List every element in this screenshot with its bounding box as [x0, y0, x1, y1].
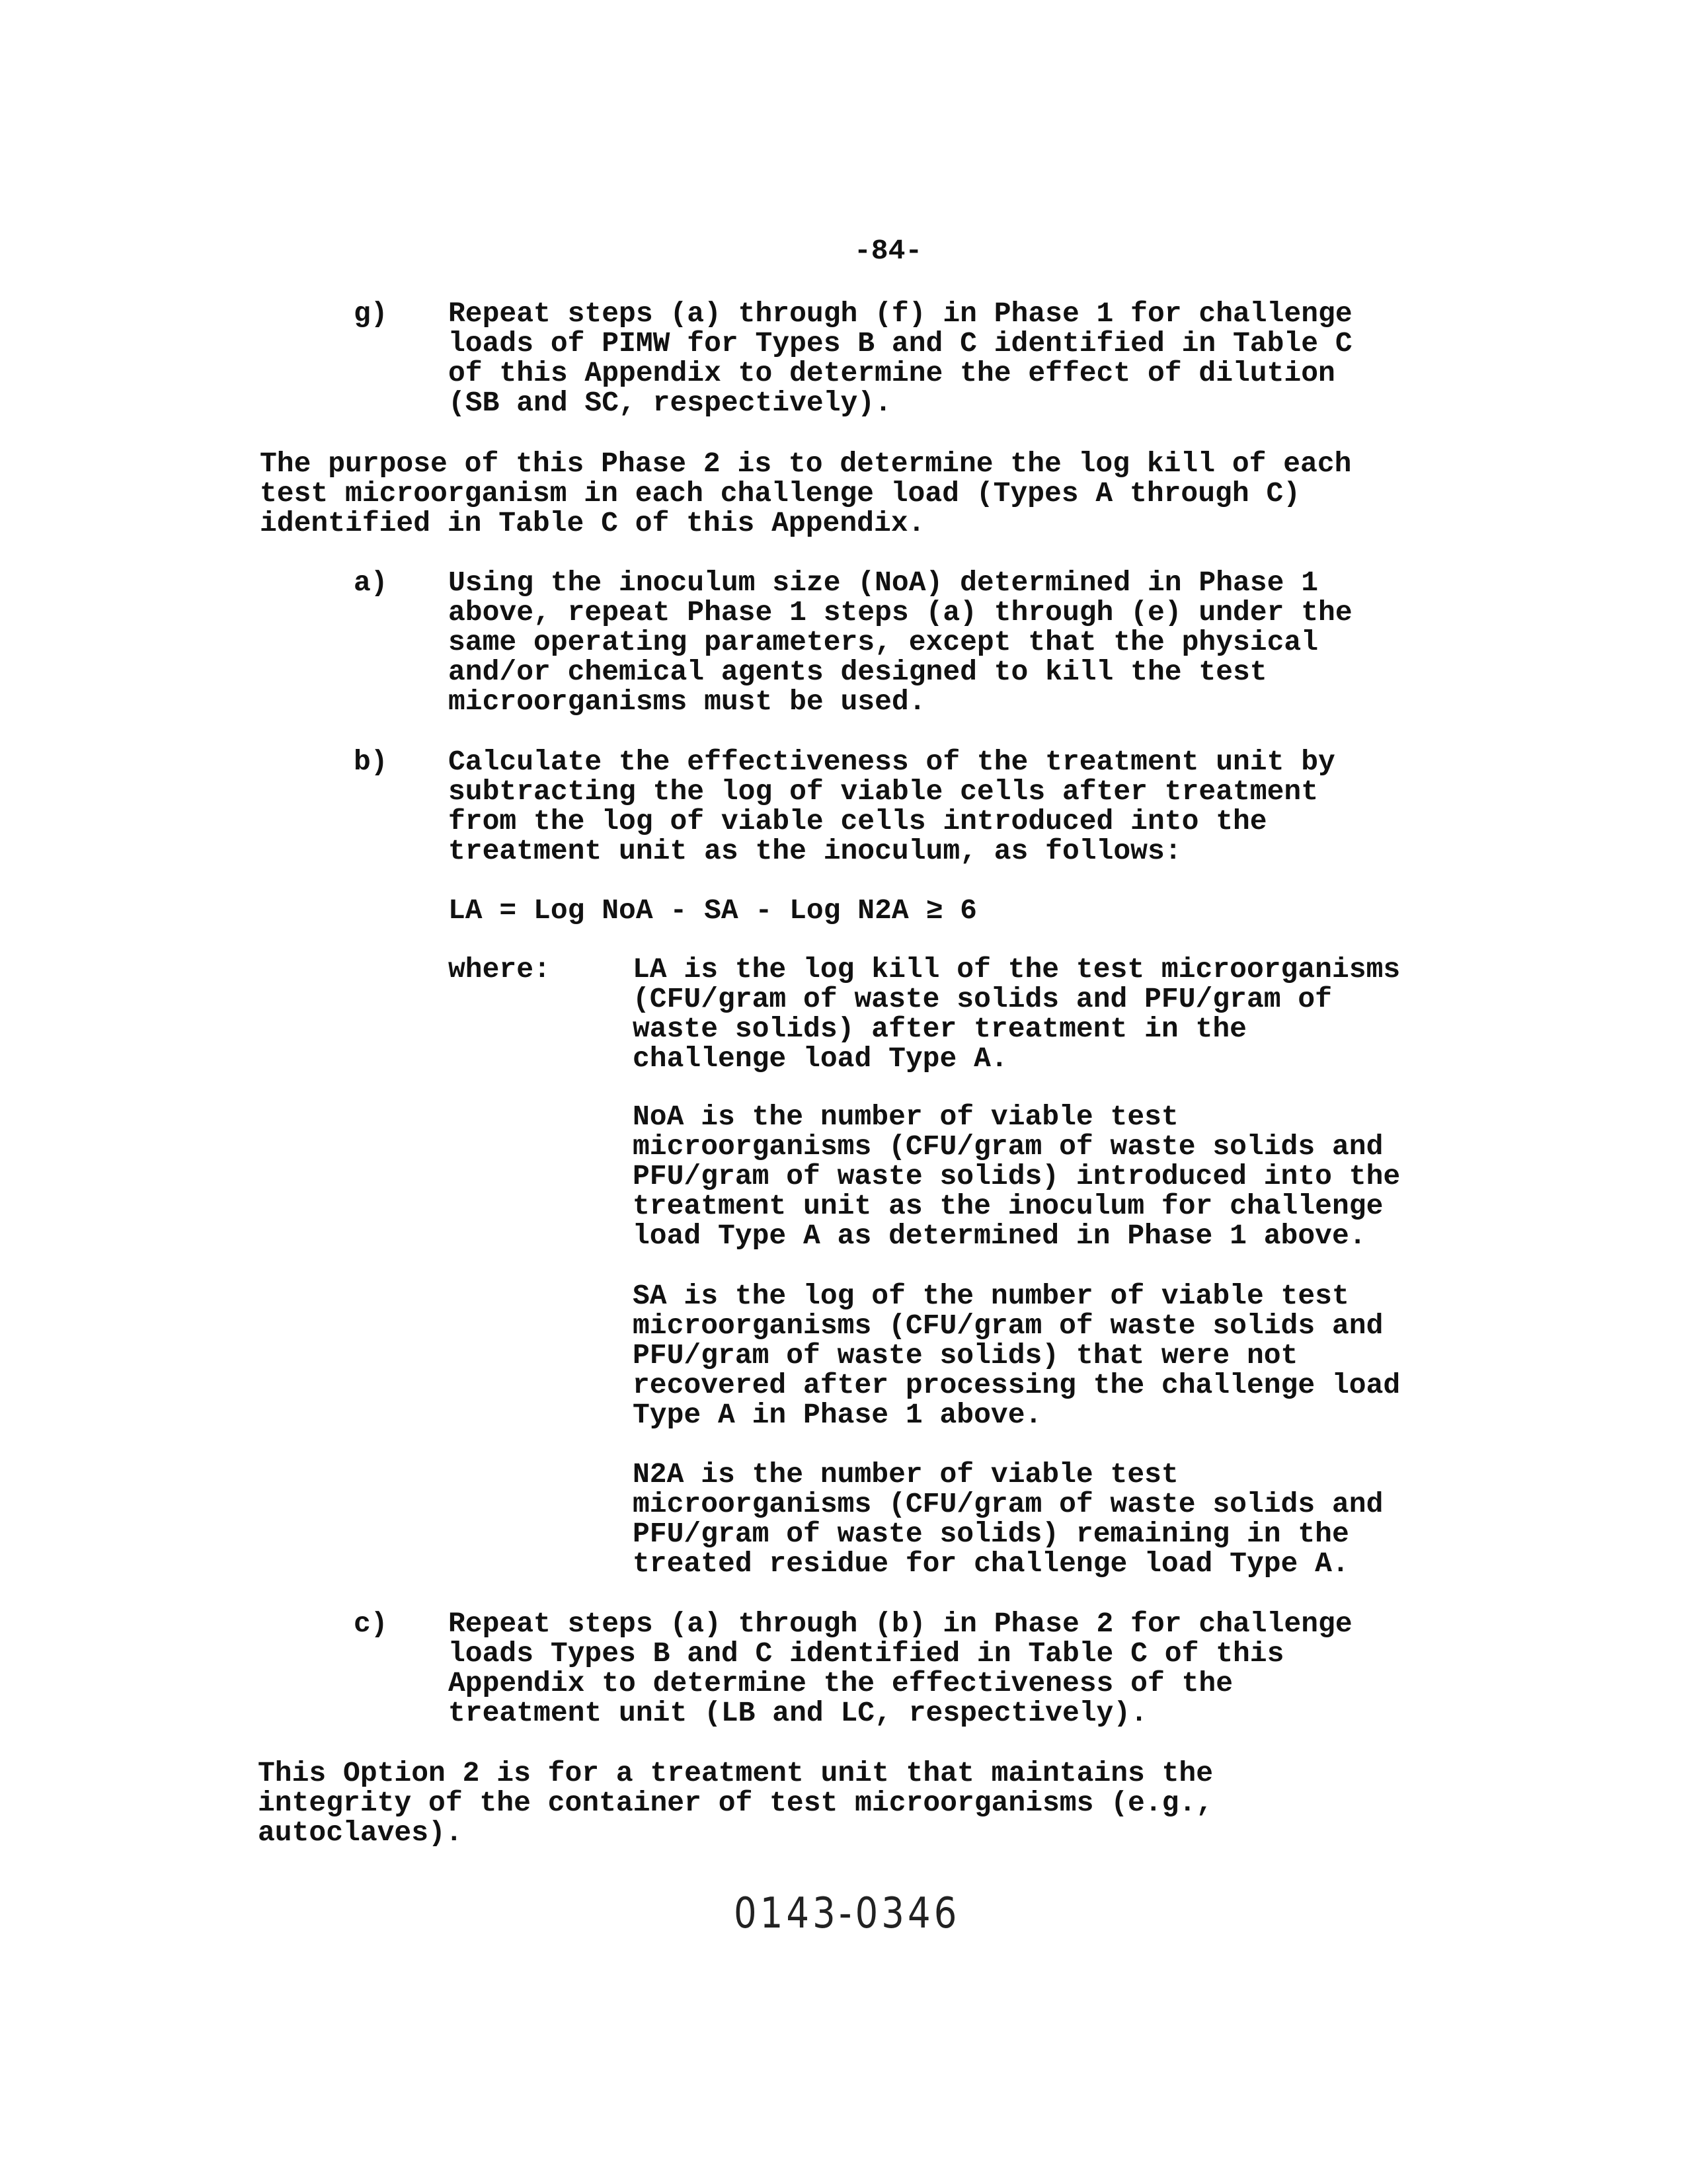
purpose-line: The purpose of this Phase 2 is to determine the log kill of each — [260, 448, 1352, 480]
item-c-line: treatment unit (LB and LC, respectively). — [448, 1697, 1148, 1729]
item-c-text — [448, 1609, 1353, 1728]
item-a-text — [448, 568, 1353, 717]
item-b-line: from the log of viable cells introduced into the — [448, 805, 1267, 838]
item-a-line: and/or chemical agents designed to kill the test — [448, 656, 1267, 688]
definition-line: SA is the log of the number of viable test — [633, 1280, 1349, 1312]
item-g-line: Repeat steps (a) through (f) in Phase 1 for challenge — [448, 297, 1353, 330]
item-g-line: loads of PIMW for Types B and C identified in Table C — [448, 327, 1353, 360]
purpose-paragraph — [260, 449, 1351, 538]
item-g-line: (SB and SC, respectively). — [448, 387, 892, 419]
page-number: -84- — [854, 235, 923, 267]
definition-line: treated residue for challenge load Type A. — [633, 1547, 1349, 1580]
purpose-line: test microorganism in each challenge load (Types A through C) — [260, 477, 1301, 510]
item-g-label: g) — [354, 297, 388, 330]
definition-line: challenge load Type A. — [633, 1042, 1008, 1075]
item-a-line: Using the inoculum size (NoA) determined in Phase 1 — [448, 566, 1319, 599]
definition-line: LA is the log kill of the test microorganisms — [633, 953, 1401, 986]
definition-noa — [633, 1102, 1400, 1251]
definition-line: microorganisms (CFU/gram of waste solids and — [633, 1130, 1384, 1163]
definition-line: waste solids) after treatment in the — [633, 1013, 1247, 1045]
purpose-line: identified in Table C of this Appendix. — [260, 507, 925, 539]
definition-line: PFU/gram of waste solids) introduced into the — [633, 1160, 1401, 1192]
definition-n2a — [633, 1460, 1383, 1579]
document-id-stamp: 0143-0346 — [734, 1889, 961, 1938]
item-b-line: subtracting the log of viable cells after treatment — [448, 775, 1319, 808]
item-a-line: same operating parameters, except that the physical — [448, 626, 1319, 658]
formula: LA = Log NoA - SA - Log N2A ≥ 6 — [448, 894, 977, 927]
item-b-line: treatment unit as the inoculum, as follows: — [448, 835, 1182, 867]
definition-line: (CFU/gram of waste solids and PFU/gram of — [633, 983, 1332, 1015]
definition-line: PFU/gram of waste solids) remaining in the — [633, 1518, 1349, 1550]
option-line: integrity of the container of test microorganisms (e.g., — [258, 1787, 1214, 1819]
definition-la — [633, 955, 1400, 1073]
definition-line: Type A in Phase 1 above. — [633, 1399, 1042, 1431]
definition-line: treatment unit as the inoculum for challenge — [633, 1190, 1384, 1222]
item-g-line: of this Appendix to determine the effect of dilution — [448, 357, 1335, 389]
item-a-line: above, repeat Phase 1 steps (a) through (e) under the — [448, 596, 1353, 629]
item-b-text — [448, 747, 1335, 866]
item-b-line: Calculate the effectiveness of the treatment unit by — [448, 746, 1335, 778]
definition-line: microorganisms (CFU/gram of waste solids and — [633, 1488, 1384, 1520]
item-c-line: Repeat steps (a) through (b) in Phase 2 for challenge — [448, 1608, 1353, 1640]
option-line: autoclaves). — [258, 1816, 463, 1849]
item-c-line: Appendix to determine the effectiveness of the — [448, 1667, 1233, 1699]
definition-line: recovered after processing the challenge load — [633, 1369, 1401, 1401]
definition-line: load Type A as determined in Phase 1 above. — [633, 1220, 1366, 1252]
definition-line: microorganisms (CFU/gram of waste solids and — [633, 1309, 1384, 1342]
item-c-label: c) — [354, 1608, 388, 1640]
definition-line: NoA is the number of viable test — [633, 1101, 1179, 1133]
item-c-line: loads Types B and C identified in Table C of this — [448, 1637, 1284, 1670]
item-g-text — [448, 299, 1353, 418]
item-a-label: a) — [354, 566, 388, 599]
item-a-line: microorganisms must be used. — [448, 685, 926, 718]
option-paragraph — [258, 1758, 1213, 1848]
option-line: This Option 2 is for a treatment unit that maintains the — [258, 1757, 1214, 1789]
definition-sa — [633, 1281, 1400, 1430]
definition-line: PFU/gram of waste solids) that were not — [633, 1339, 1298, 1372]
where-label: where: — [448, 953, 551, 986]
item-b-label: b) — [354, 746, 388, 778]
definition-line: N2A is the number of viable test — [633, 1458, 1179, 1491]
